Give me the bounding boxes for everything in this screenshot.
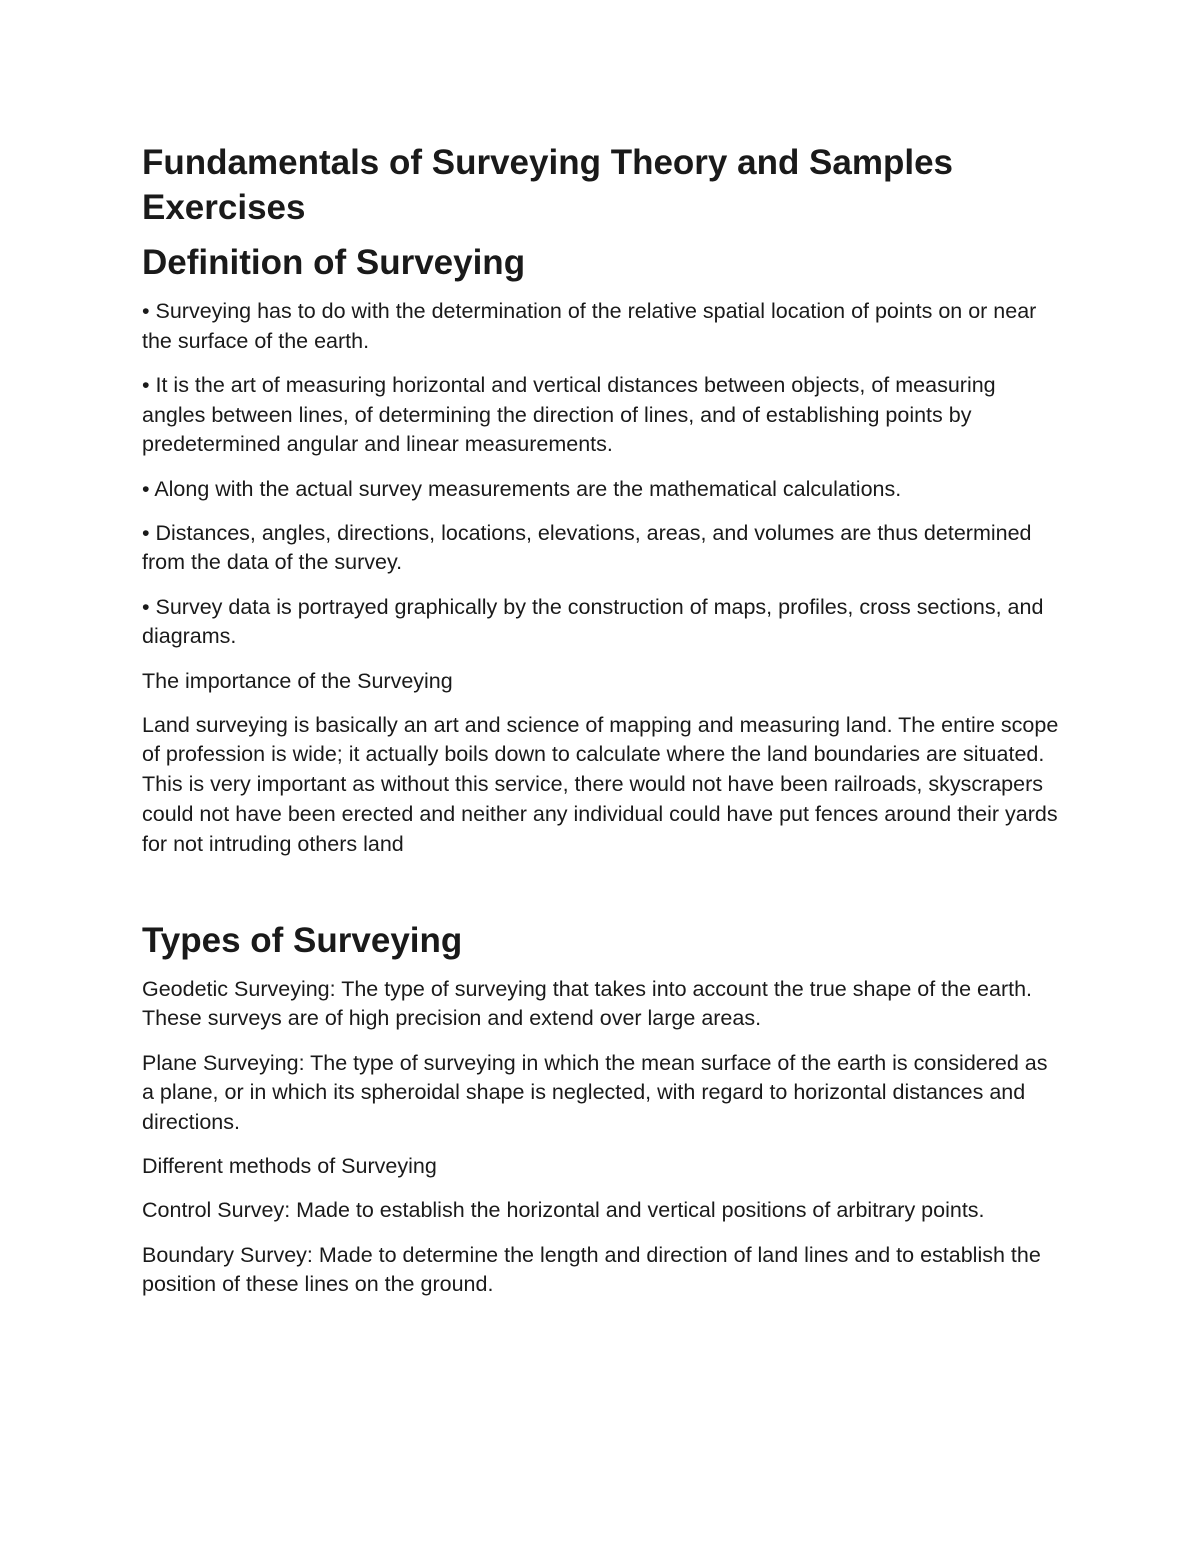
document-page <box>142 140 1062 1315</box>
methods-label: Different methods of Surveying <box>142 1154 437 1179</box>
importance-paragraph: Land surveying is basically an art and science of mapping and measuring land. The entire scope of profession is wide; it actually boils down to calculate where the land boundaries are situated. This is very important as without this service, there would not have been railroads, skyscrapers could not have been erected and neither any individual could have put fences around their yards for not intruding others land <box>142 712 1059 856</box>
bullet-paragraph: • Distances, angles, directions, locations, elevations, areas, and volumes are thus determined from the data of the survey. <box>142 520 1032 575</box>
bullet-paragraph: • Surveying has to do with the determination of the relative spatial location of points on or near the surface of the earth. <box>142 299 1037 353</box>
section-spacer <box>142 874 1062 918</box>
importance-label: The importance of the Surveying <box>142 668 453 693</box>
section-heading-definition: Definition of Surveying <box>142 243 526 282</box>
document-title: Fundamentals of Surveying Theory and Samples Exercises <box>142 143 954 227</box>
plane-paragraph: Plane Surveying: The type of surveying in which the mean surface of the earth is considered as a plane, or in which its spheroidal shape is neglected, with regard to horizontal distances and directions. <box>142 1050 1048 1135</box>
bullet-paragraph: • Along with the actual survey measurements are the mathematical calculations. <box>142 476 902 501</box>
boundary-paragraph: Boundary Survey: Made to determine the length and direction of land lines and to establish the position of these lines on the ground. <box>142 1242 1041 1297</box>
bullet-paragraph: • Survey data is portrayed graphically by the construction of maps, profiles, cross sections, and diagrams. <box>142 594 1044 649</box>
section-heading-types: Types of Surveying <box>142 920 463 960</box>
bullet-paragraph: • It is the art of measuring horizontal and vertical distances between objects, of measuring angles between lines, of determining the direction of lines, and of establishing points by predetermined angular and linear measurements. <box>142 372 996 457</box>
control-paragraph: Control Survey: Made to establish the horizontal and vertical positions of arbitrary points. <box>142 1198 985 1223</box>
geodetic-paragraph: Geodetic Surveying: The type of surveying that takes into account the true shape of the earth. These surveys are of high precision and extend over large areas. <box>142 976 1033 1031</box>
